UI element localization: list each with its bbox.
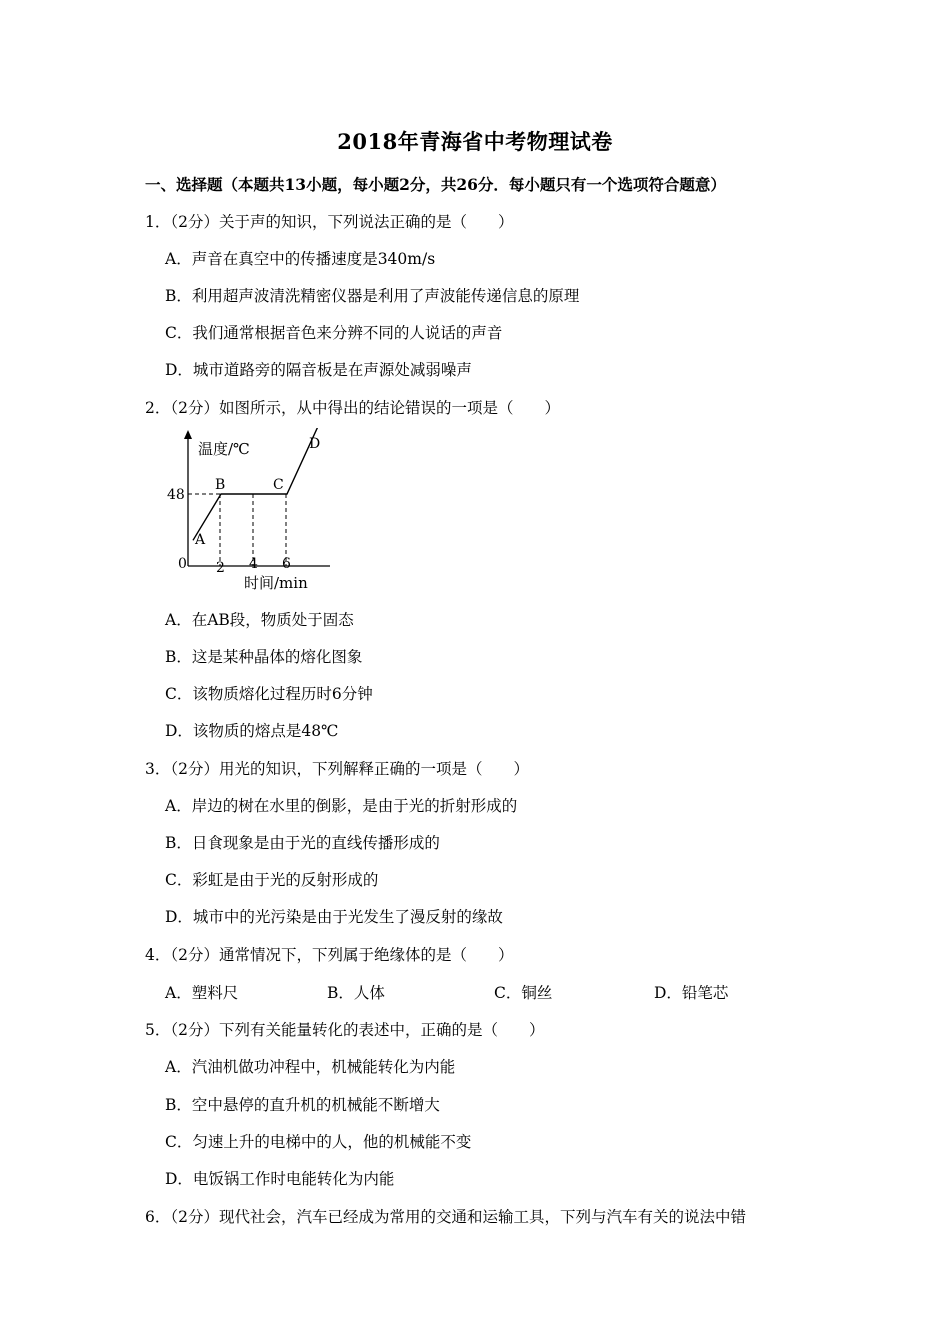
x-tick-label: 4 (249, 556, 258, 572)
question-4-option-a: A．塑料尺 (165, 984, 239, 1002)
page-title: 2018年青海省中考物理试卷 (337, 129, 613, 154)
question-5-option-c: C．匀速上升的电梯中的人，他的机械能不变 (165, 1133, 472, 1151)
question-1-option-c: C．我们通常根据音色来分辨不同的人说话的声音 (165, 324, 503, 342)
point-label-d: D (309, 436, 321, 452)
question-1-stem: 1．（2分）关于声的知识，下列说法正确的是（ ） (145, 213, 514, 231)
question-4-option-c: C．铜丝 (494, 984, 553, 1002)
question-4-stem: 4．（2分）通常情况下，下列属于绝缘体的是（ ） (145, 946, 514, 964)
question-3-option-c: C．彩虹是由于光的反射形成的 (165, 871, 379, 889)
question-2-option-b: B．这是某种晶体的熔化图象 (165, 648, 363, 666)
section-heading: 一、选择题（本题共13小题，每小题2分，共26分．每小题只有一个选项符合题意） (145, 175, 726, 194)
point-label-c: C (273, 477, 284, 493)
x-tick-label: 6 (282, 556, 291, 572)
question-2-stem: 2．（2分）如图所示，从中得出的结论错误的一项是（ ） (145, 399, 560, 417)
question-1-option-d: D．城市道路旁的隔音板是在声源处减弱噪声 (165, 361, 472, 379)
melting-graph (160, 428, 360, 598)
question-3-option-d: D．城市中的光污染是由于光发生了漫反射的缘故 (165, 908, 503, 926)
question-6-stem: 6．（2分）现代社会，汽车已经成为常用的交通和运输工具，下列与汽车有关的说法中错 (145, 1208, 746, 1226)
question-2-option-c: C．该物质熔化过程历时6分钟 (165, 685, 373, 703)
question-3-stem: 3．（2分）用光的知识，下列解释正确的一项是（ ） (145, 760, 529, 778)
question-5-option-d: D．电饭锅工作时电能转化为内能 (165, 1170, 395, 1188)
question-5-option-a: A．汽油机做功冲程中，机械能转化为内能 (165, 1058, 456, 1076)
y-axis-arrow (184, 430, 192, 439)
question-5-stem: 5．（2分）下列有关能量转化的表述中，正确的是（ ） (145, 1021, 545, 1039)
question-3-option-b: B．日食现象是由于光的直线传播形成的 (165, 834, 440, 852)
question-2-option-a: A．在AB段，物质处于固态 (165, 611, 354, 629)
x-tick-label: 2 (216, 560, 225, 576)
question-1-option-a: A．声音在真空中的传播速度是340m/s (165, 250, 436, 268)
x-axis-label: 时间/min (244, 574, 308, 592)
y-tick-label: 48 (167, 487, 185, 503)
question-4-option-d: D．铅笔芯 (654, 984, 729, 1002)
point-label-b: B (215, 477, 226, 493)
question-4-option-b: B．人体 (327, 984, 385, 1002)
origin-label: 0 (178, 556, 187, 572)
question-3-option-a: A．岸边的树在水里的倒影，是由于光的折射形成的 (165, 797, 518, 815)
question-2-option-d: D．该物质的熔点是48℃ (165, 722, 339, 740)
question-5-option-b: B．空中悬停的直升机的机械能不断增大 (165, 1096, 440, 1114)
y-axis-label: 温度/℃ (198, 440, 250, 458)
point-label-a: A (195, 532, 206, 548)
question-1-option-b: B．利用超声波清洗精密仪器是利用了声波能传递信息的原理 (165, 287, 580, 305)
